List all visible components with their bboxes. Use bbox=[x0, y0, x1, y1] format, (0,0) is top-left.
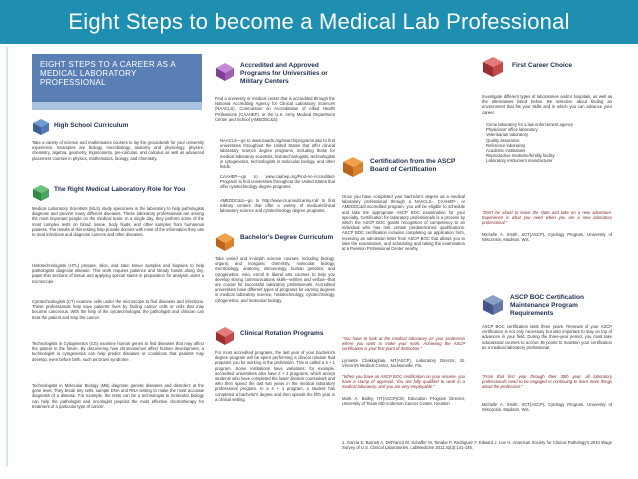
career-list bbox=[486, 122, 612, 166]
section-body-histo: Histotechnologists (HTL) prepare, slice, and stain tissue samples and biopsies to help pathologists diagnose disease. This work requires patience and steady hands along tiny, paper-thin sections of tissue and applying special stains in preparation for analysis under a microscope. bbox=[32, 263, 204, 284]
section-body-first-career: Investigate different types of laboratories and/or hospitals, as well as the alternatives listed below. Be selective about finding an environment that fits your skills and in which you can advance your career. bbox=[482, 94, 612, 115]
slide-title-bar bbox=[0, 0, 638, 44]
section-body-molecular: Technologists in Molecular Biology (MB) diagnose genetic diseases and disorders at the gene level. They break tiny cells, sample DNA and RNA testing to make the most accurate diagnosis of a disease. For example, the tests can be a technologist in molecular biology can help the pathologist and oncologist pinpoint the most effective chemotherapy for treatment of a particular type of cancer. bbox=[32, 383, 204, 409]
section-body-right-role: Medical Laboratory Scientists (MLS) study specimens in the laboratory to help pathologists diagnose and prevent many different diseases. These laboratory professionals are among the most important people on the medical team. In a single day, they perform some of the most complex tests on blood, tissue, body fluids, and other samples from humanous patients. The results of this testing help provide doctors with most of the information they use to treat infections and diagnose cancers and other diseases. bbox=[32, 206, 204, 238]
section-body-accredited: Find a university or medical center that is accredited through the National Accrediting Agency for Clinical Laboratory Sciences (NAACLS), Commission on Accreditation of Allied Health Professions (CAAHEP), or the U.S. Army Medical Department Center and School (AMEDDC&S). bbox=[215, 96, 335, 122]
section-title-accredited: Accredited and Approved Programs for Universities or Military Centers bbox=[240, 62, 328, 85]
section-body-bachelors: Take varied and in-depth science courses, including biology, organic and inorganic chemistry, molecular biology, microbiology, anatomy, immunology, human genetics, and cytogenetics. Also, enroll in liberal arts courses to help you develop strong communications skills—written and verbal—that are crucial for successful laboratory professionals. Accredited universities have different types of programs for earning degrees in medical laboratory science, histotechnology, cytotechnology, cytogenetics, and molecular biology. bbox=[215, 256, 335, 303]
section-title-maintenance: ASCP BOC Certification Maintenance Program Requirements bbox=[510, 294, 584, 317]
step1-cube-icon bbox=[32, 118, 50, 136]
section-body-maintenance: ASCP BOC certification lasts three years. Renewal of your ASCP certification is not only necessary but also important to stay on top of advances in your field. During the three-year period, you must take educational courses to accrue 36 points to maintain your certification as a medical laboratory professional. bbox=[482, 324, 612, 350]
section-title-bachelors: Bachelor's Degree Curriculum bbox=[240, 234, 334, 241]
section-title-right-role: The Right Medical Laboratory Role for You bbox=[54, 186, 186, 193]
slide-title: Eight Steps to become a Medical Lab Professional bbox=[68, 9, 570, 34]
quote-1-attribution: Lynnette Chakkaphak, MT(ASCP), Laboratory Director, St. Vincent's Medical Center, Jacksonville, Fla. bbox=[342, 358, 465, 369]
list-item: Quality assurance bbox=[486, 137, 520, 143]
list-item: Academic institutions bbox=[486, 148, 526, 154]
section-body-cyto: Cytotechnologists (CT) examine cells under the microscope to find diseases and infections. These professionals help save patients' lives by finding cancer cells or cells that may become cancerous. With the help of the cytotechnologist, the pathologist and clinician can treat the patient and stop the cancer. bbox=[32, 299, 204, 320]
doc-header-box bbox=[32, 54, 202, 110]
section-body-high-school: Take a variety of science and mathematics courses to lay the groundwork for your university experience. Examples are biology, microbiology, anatomy and physiology, physics, chemistry, algebra, geometry, trigonometry, pre-calculus, and calculus as well as advanced placement courses in physics, mathematics, biology, and chemistry. bbox=[32, 140, 204, 161]
section-body-clinical: For most accredited programs, the last year of your bachelor's degree program will be spent performing a clinical rotation that prepares you for working in the profession. This is called a 3 + 1 program. Some institutions have variations; for example, accredited universities also have 2 + 2 programs, which accept students who have completed the lower division coursework and who then spend the last two years in the medical laboratory professional program. In a 4 + 1 program, a student has completed a bachelor's degree and then spends the fifth year in a clinical setting. bbox=[215, 350, 335, 402]
section-title-high-school: High School Curriculum bbox=[54, 122, 129, 129]
step7-cube-icon bbox=[482, 56, 504, 78]
section-body-certification: Once you have completed your bachelor's degree as a medical laboratory professional through a NAACLS-, CAAHEP-, or AMEDDC&S-accredited program, you will be eligible to schedule and take the appropriate ASCP BOC examination for your specialty. Certification for laboratory professionals is a process by which the ASCP BOC grants recognition of competency to an individual who has met certain predetermined qualifications. ASCP BOC certification includes completing an application form, receiving an admission letter from ASCP BOC that allows you to take the examination, and scheduling and taking the examination at a Pearson Professional Center nearby. bbox=[342, 194, 465, 252]
doc-header-band bbox=[32, 102, 202, 110]
reference-footer: 1. Garcia E, Barnett A, DeFranco M, Schaffer M, Tanabe P, Rodriguez F, Edward J, Lee H. American Society for Clinical Pathology's 2010 Wage Survey of U.S. Clinical Laboratories. LabMedicine 2011;42(3):141-146. bbox=[342, 440, 612, 451]
step2-cube-icon bbox=[32, 184, 50, 202]
quote-4: "From that first year through their 30th year, all laboratory professionals need to be engaged in continuing to learn more things about the profession." bbox=[482, 374, 612, 390]
section-body-ameddcs: AMEDDC&S—go to http://www.cs.amedd.army.mil/ to find military centers that offer a variety of medical/clinical laboratory science and cytotechnology degree programs. bbox=[220, 198, 335, 214]
step3-cube-icon bbox=[215, 62, 235, 82]
quote-4-attribution: Michelle A. Smith, SCT(ASCP), Cytology Program, University of Wisconsin, Madison, Wis. bbox=[482, 402, 612, 413]
quote-3-attribution: Michelle A. Smith, SCT(ASCP), Cytology Program, University of Wisconsin, Madison, Wis. bbox=[482, 232, 612, 243]
section-title-first-career: First Career Choice bbox=[512, 62, 572, 69]
quote-1: "You have to look at the medical laboratory as your profession where you want to make your mark. Achieving the ASCP certification is your first point of distinction." bbox=[342, 336, 465, 352]
quote-2-attribution: Mark A. Bailey, HT(ASCP)CM, Education Program Director, University of Texas MD Anderson Cancer Center, Houston bbox=[342, 396, 465, 407]
quote-2: "When you have an ASCP BOC certification on your resume, you have a stamp of approval. You are fully qualified to work in a medical laboratory, and you are very employable." bbox=[342, 374, 465, 390]
step6-cube-icon bbox=[342, 156, 364, 178]
section-title-certification: Certification from the ASCP Board of Certification bbox=[370, 158, 456, 173]
document-page bbox=[12, 44, 626, 464]
left-divider bbox=[6, 47, 8, 466]
step4-cube-icon bbox=[215, 232, 235, 252]
quote-3: "Don't be afraid to leave the state and take on a new adventure. Experience is what you need when you are a new laboratory professional." bbox=[482, 210, 612, 226]
list-item: Laboratory instrument manufacturer bbox=[486, 158, 553, 164]
step5-cube-icon bbox=[215, 326, 235, 346]
section-title-clinical: Clinical Rotation Programs bbox=[240, 330, 324, 337]
step8-cube-icon bbox=[482, 294, 504, 316]
list-item: Reference laboratory bbox=[486, 142, 526, 148]
section-body-cytogenetics: Technologists in Cytogenetics (CG) examine human genes to find diseases that may affect the patient in the future. By discovering how chromosomes affect human development, a technologist in cytogenetics can help predict diseases or conditions that patients may develop, even before birth, such as Down syndrome. bbox=[32, 341, 204, 362]
doc-header-text: EIGHT STEPS TO A CAREER AS A MEDICAL LABORATORY PROFESSIONAL bbox=[40, 60, 176, 87]
list-item: Physicians' office laboratory bbox=[486, 127, 538, 133]
section-body-naacls: NAACLS—go to www.naacls.org/search/programs.asp to find universities throughout the United States that offer clinical laboratory science degree programs, including those for medical laboratory scientists, histotechnologists, technologists in cytogenetics, technologists in molecular biology, and other fields. bbox=[220, 138, 335, 170]
list-item: Reproductive medicine/fertility facility bbox=[486, 153, 555, 159]
list-item: Crime laboratory for a law enforcement agency bbox=[486, 122, 574, 127]
list-item: Veterinarian laboratory bbox=[486, 132, 529, 138]
section-body-caahep: CAAHEP—go to www.caahep.org/Find-An-Accredited-Program/ to find universities throughout the United States that offer cytotechnology degree programs. bbox=[220, 174, 335, 190]
